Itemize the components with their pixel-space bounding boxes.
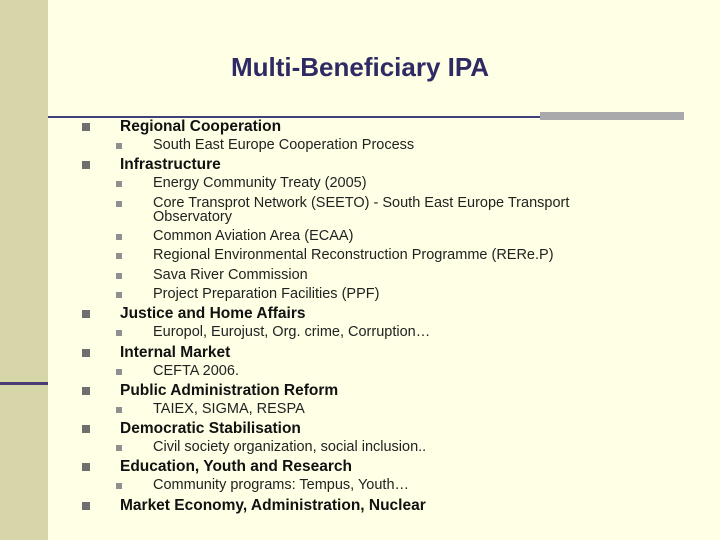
- bullet-item: [82, 155, 712, 304]
- square-bullet-icon: [116, 330, 122, 336]
- sub-bullet-list: [82, 438, 712, 457]
- bullet-item-label: Internal Market: [120, 343, 231, 361]
- sub-bullet-list: [82, 136, 712, 155]
- sub-bullet-label: Core Transprot Network (SEETO) - South East Europe Transport Observatory: [153, 194, 570, 225]
- sub-bullet-item: [82, 246, 712, 265]
- sub-bullet-item: [82, 174, 712, 193]
- bullet-item-label: Public Administration Reform: [120, 381, 339, 399]
- square-bullet-icon: [116, 369, 122, 375]
- sub-bullet-label: Europol, Eurojust, Org. crime, Corruption…: [153, 324, 431, 341]
- sub-bullet-label: Civil society organization, social inclusion..: [153, 439, 427, 456]
- square-bullet-icon: [116, 234, 122, 240]
- square-bullet-icon: [116, 201, 122, 207]
- square-bullet-icon: [82, 425, 90, 433]
- square-bullet-icon: [116, 292, 122, 298]
- bullet-item-label: Democratic Stabilisation: [120, 420, 301, 438]
- bullet-item: [82, 117, 712, 155]
- sub-bullet-item: [82, 266, 712, 285]
- left-decorative-bar: [0, 0, 48, 540]
- bullet-item: [82, 496, 712, 515]
- square-bullet-icon: [116, 483, 122, 489]
- sub-bullet-label: Common Aviation Area (ECAA): [153, 228, 354, 245]
- sub-bullet-list: [82, 362, 712, 381]
- sub-bullet-label: TAIEX, SIGMA, RESPA: [153, 400, 305, 417]
- sub-bullet-label: Energy Community Treaty (2005): [153, 175, 367, 192]
- square-bullet-icon: [116, 143, 122, 149]
- bullet-item: [82, 304, 712, 342]
- square-bullet-icon: [116, 407, 122, 413]
- sub-bullet-list: [82, 174, 712, 304]
- square-bullet-icon: [116, 253, 122, 259]
- sub-bullet-label: Sava River Commission: [153, 266, 308, 283]
- left-bar-accent-line: [0, 382, 48, 385]
- sub-bullet-list: [82, 400, 712, 419]
- square-bullet-icon: [82, 349, 90, 357]
- sub-bullet-item: [82, 438, 712, 457]
- sub-bullet-list: [82, 476, 712, 495]
- bullet-item-label: Infrastructure: [120, 156, 221, 174]
- bullet-item: [82, 419, 712, 457]
- sub-bullet-list: [82, 323, 712, 342]
- bullet-item: [82, 343, 712, 381]
- sub-bullet-label: Community programs: Tempus, Youth…: [153, 477, 410, 494]
- bullet-item-label: Regional Cooperation: [120, 118, 282, 135]
- square-bullet-icon: [116, 273, 122, 279]
- sub-bullet-item: [82, 136, 712, 155]
- square-bullet-icon: [82, 387, 90, 395]
- square-bullet-icon: [82, 123, 90, 131]
- bullet-item: [82, 381, 712, 419]
- sub-bullet-item: [82, 476, 712, 495]
- square-bullet-icon: [82, 310, 90, 318]
- sub-bullet-item: [82, 323, 712, 342]
- bullet-item-label: Justice and Home Affairs: [120, 305, 306, 323]
- sub-bullet-label: CEFTA 2006.: [153, 362, 239, 379]
- sub-bullet-item: [82, 400, 712, 419]
- square-bullet-icon: [116, 445, 122, 451]
- square-bullet-icon: [82, 463, 90, 471]
- square-bullet-icon: [116, 181, 122, 187]
- sub-bullet-label: Project Preparation Facilities (PPF): [153, 285, 380, 302]
- sub-bullet-item: [82, 285, 712, 304]
- bullet-item-label: Education, Youth and Research: [120, 458, 352, 476]
- bullet-item-label: Market Economy, Administration, Nuclear: [120, 496, 426, 514]
- bullet-item: [82, 457, 712, 495]
- sub-bullet-item: [82, 362, 712, 381]
- sub-bullet-label: South East Europe Cooperation Process: [153, 137, 415, 153]
- sub-bullet-item: [82, 194, 712, 228]
- bullet-list: [82, 117, 712, 515]
- sub-bullet-label: Regional Environmental Reconstruction Programme (RERe.P): [153, 247, 554, 264]
- slide-title: Multi-Beneficiary IPA: [230, 52, 490, 82]
- square-bullet-icon: [82, 502, 90, 510]
- sub-bullet-item: [82, 227, 712, 246]
- square-bullet-icon: [82, 161, 90, 169]
